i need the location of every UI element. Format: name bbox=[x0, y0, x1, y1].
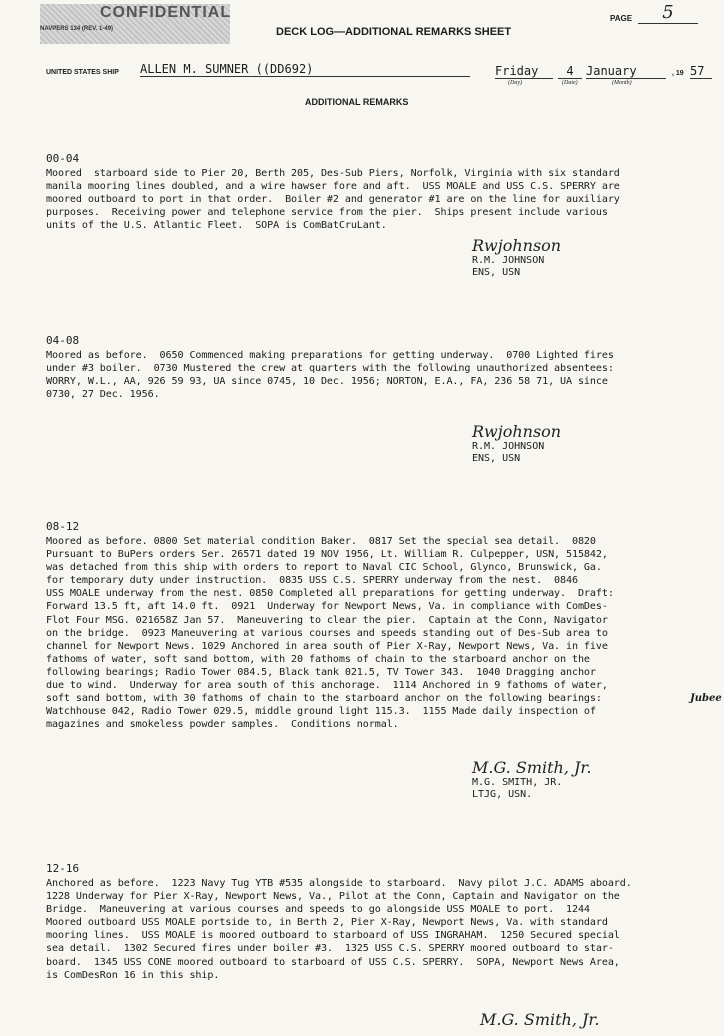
entry-line: Forward 13.5 ft, aft 14.0 ft. 0921 Underway for Newport News, Va. in compliance with ComDes- bbox=[46, 601, 608, 613]
entry-line: Moored as before. 0800 Set material condition Baker. 0817 Set the special sea detail. 0820 bbox=[46, 536, 596, 547]
month-value: January bbox=[586, 64, 666, 79]
day-sub-label: (Day) bbox=[508, 80, 522, 86]
entry-line: due to wind. Underway for area south of this anchorage. 1114 Anchored in 9 fathoms of water, bbox=[46, 680, 608, 692]
month-sub-label: (Month) bbox=[612, 80, 632, 86]
entry-line: Bridge. Maneuvering at various courses and speeds to go alongside USS MOALE to port. 1244 bbox=[46, 904, 590, 916]
watch-period: 12-16 bbox=[46, 862, 80, 875]
date-sub-label: (Date) bbox=[562, 80, 578, 86]
entry-line: Flot Four MSG. 021658Z Jan 57. Maneuvering to clear the pier. Captain at the Conn, Navigator bbox=[46, 614, 608, 626]
entry-line: channel for Newport News. 1029 Anchored in area south of Pier X-Ray, Newport News, Va. in five bbox=[46, 640, 608, 652]
day-value: Friday bbox=[495, 64, 553, 79]
form-number: NAVPERS 134 (REV. 1-49) bbox=[40, 26, 114, 32]
watch-period: 00-04 bbox=[46, 152, 80, 165]
page-label: PAGE bbox=[610, 14, 633, 23]
signature-block bbox=[472, 422, 561, 465]
watch-entry-00-04 bbox=[46, 152, 706, 232]
signer-rank: ENS, USN bbox=[472, 453, 521, 464]
watch-entry-08-12 bbox=[46, 520, 706, 731]
signer-name: R.M. JOHNSON bbox=[472, 255, 545, 266]
entry-line: purposes. Receiving power and telephone service from the pier. Ships present include various bbox=[46, 207, 608, 219]
entry-line: manila mooring lines doubled, and a wire hawser fore and aft. USS MOALE and USS C.S. SPERRY are bbox=[46, 181, 620, 193]
confidential-label: CONFIDENTIAL bbox=[100, 4, 232, 21]
handwritten-signature: M.G. Smith, Jr. bbox=[480, 1010, 600, 1029]
signer-name: M.G. SMITH, JR. bbox=[472, 777, 563, 788]
ship-label: UNITED STATES SHIP bbox=[46, 69, 119, 76]
entry-line: WORRY, W.L., AA, 926 59 93, UA since 0745, 10 Dec. 1956; NORTON, E.A., FA, 236 58 71, UA since bbox=[46, 376, 608, 388]
section-heading: ADDITIONAL REMARKS bbox=[305, 97, 409, 107]
watch-entry-04-08 bbox=[46, 334, 706, 401]
entry-line: soft sand bottom, with 30 fathoms of chain to the starboard anchor on the following bearings: bbox=[46, 693, 602, 705]
watch-period: 08-12 bbox=[46, 520, 80, 533]
entry-line: 1228 Underway for Pier X-Ray, Newport News, Va., Pilot at the Conn, Captain and Navigator on the bbox=[46, 891, 620, 903]
signature-block bbox=[472, 236, 561, 279]
year-value: 57 bbox=[690, 64, 712, 79]
entry-line: following bearings; Radio Tower 084.5, Black tank 021.5, TV Tower 343. 1040 Dragging anchor bbox=[46, 666, 596, 678]
entry-line: Moored as before. 0650 Commenced making preparations for getting underway. 0700 Lighted fires bbox=[46, 350, 614, 361]
handwritten-signature: Rwjohnson bbox=[472, 236, 562, 255]
entry-line: on the bridge. 0923 Maneuvering at various courses and speeds standing out of Des-Sub area to bbox=[46, 627, 608, 639]
entry-line: Watchhouse 042, Radio Tower 029.5, middle ground light 115.3. 1155 Made daily inspection of bbox=[46, 706, 596, 718]
entry-line: under #3 boiler. 0730 Mustered the crew at quarters with the following unauthorized absentees: bbox=[46, 363, 614, 375]
signature-block bbox=[472, 758, 591, 801]
ship-name: ALLEN M. SUMNER ((DD692) bbox=[140, 62, 470, 77]
entry-line: magazines and smokeless powder samples. Conditions normal. bbox=[46, 719, 399, 731]
margin-note: Jubee bbox=[690, 693, 722, 704]
entry-line: Pursuant to BuPers orders Ser. 26571 dated 19 NOV 1956, Lt. William R. Culpepper, USN, 515842, bbox=[46, 549, 608, 561]
entry-line: Moored outboard USS MOALE portside to, in Berth 2, Pier X-Ray, Newport News, Va. with standard bbox=[46, 917, 608, 929]
handwritten-signature: Rwjohnson bbox=[472, 422, 562, 441]
entry-line: was detached from this ship with orders to report to Naval CIC School, Glynco, Brunswick, Ga. bbox=[46, 562, 602, 574]
page-number: 5 bbox=[638, 2, 698, 24]
entry-line: for temporary duty under instruction. 0835 USS C.S. SPERRY underway from the nest. 0846 bbox=[46, 575, 578, 587]
date-value: 4 bbox=[558, 64, 582, 79]
entry-line: fathoms of water, soft sand bottom, with 20 fathoms of chain to the starboard anchor on the bbox=[46, 653, 590, 665]
entry-line: Anchored as before. 1223 Navy Tug YTB #535 alongside to starboard. Navy pilot J.C. ADAMS aboard. bbox=[46, 878, 632, 889]
entry-line: sea detail. 1302 Secured fires under boiler #3. 1325 USS C.S. SPERRY moored outboard to star- bbox=[46, 943, 614, 955]
entry-line: is ComDesRon 16 in this ship. bbox=[46, 969, 220, 981]
entry-line: board. 1345 USS CONE moored outboard to starboard of USS C.S. SPERRY. SOPA, Newport News Area, bbox=[46, 956, 620, 968]
year-prefix: , 19 bbox=[672, 70, 684, 77]
entry-line: mooring lines. USS MOALE is moored outboard to starboard of USS INGRAHAM. 1250 Secured special bbox=[46, 930, 620, 942]
watch-period: 04-08 bbox=[46, 334, 80, 347]
signer-name: R.M. JOHNSON bbox=[472, 441, 545, 452]
entry-line: USS MOALE underway from the nest. 0850 Completed all preparations for getting underway. Draft: bbox=[46, 588, 614, 600]
handwritten-signature: M.G. Smith, Jr. bbox=[472, 758, 592, 777]
signature-block bbox=[480, 1010, 599, 1029]
entry-line: 0730, 27 Dec. 1956. bbox=[46, 389, 160, 401]
entry-line: Moored starboard side to Pier 20, Berth 205, Des-Sub Piers, Norfolk, Virginia with six standard bbox=[46, 168, 620, 179]
sheet-title: DECK LOG—ADDITIONAL REMARKS SHEET bbox=[276, 26, 512, 38]
entry-line: units of the U.S. Atlantic Fleet. SOPA is ComBatCruLant. bbox=[46, 220, 387, 232]
watch-entry-12-16 bbox=[46, 862, 706, 982]
entry-line: moored outboard to port in that order. Boiler #2 and generator #1 are on the line for auxiliary bbox=[46, 194, 620, 206]
signer-rank: LTJG, USN. bbox=[472, 789, 533, 800]
signer-rank: ENS, USN bbox=[472, 267, 521, 278]
